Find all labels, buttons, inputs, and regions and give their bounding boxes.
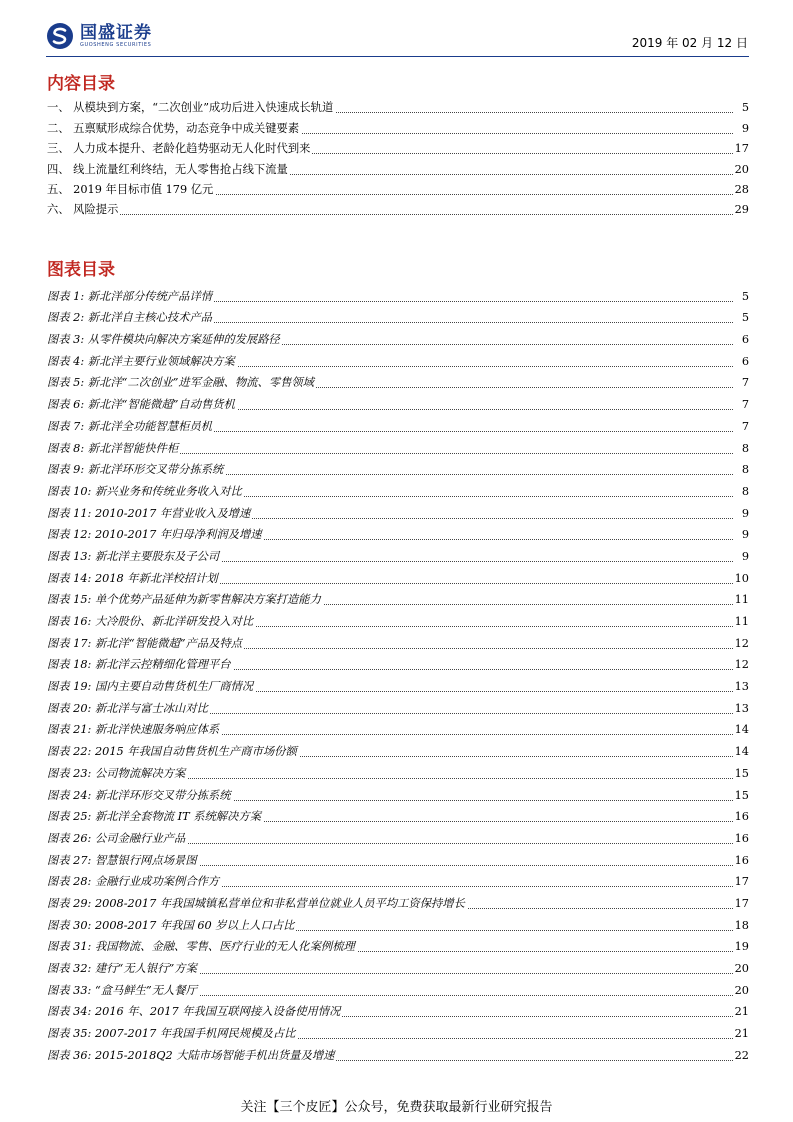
figure-entry-text: 图表 3: 从零件模块向解决方案延伸的发展路径 (47, 333, 280, 347)
figure-entry-text: 图表 23: 公司物流解决方案 (47, 766, 186, 780)
figure-entry-page: 8 (741, 441, 749, 455)
figure-entry-page: 20 (734, 962, 749, 975)
figure-entry-text: 图表 33: “盒马鲜生”无人餐厅 (47, 983, 197, 997)
toc-entry[interactable] (47, 201, 749, 221)
figure-entry-text: 图表 4: 新北洋主要行业领域解决方案 (47, 354, 235, 368)
toc-entry-text: 一、 从模块到方案，“二次创业”成功后进入快速成长轨道 (47, 101, 334, 115)
figures-list (47, 286, 749, 1067)
toc-entry-page: 29 (734, 203, 749, 217)
figure-entry-text: 图表 1: 新北洋部分传统产品详情 (47, 289, 213, 303)
figure-entry[interactable] (47, 1023, 749, 1045)
toc-entry-page: 17 (734, 142, 749, 156)
figure-entry[interactable] (47, 481, 749, 503)
figure-entry-text: 图表 7: 新北洋全功能智慧柜员机 (47, 419, 213, 433)
toc-entry[interactable] (47, 119, 749, 139)
figure-entry[interactable] (47, 676, 749, 698)
figure-entry-page: 8 (741, 484, 749, 498)
figure-entry-text: 图表 26: 公司金融行业产品 (47, 831, 186, 845)
logo-en-text: GUOSHENG SECURITIES (80, 41, 152, 48)
figure-entry[interactable] (47, 611, 749, 633)
toc-entry[interactable] (47, 99, 749, 119)
figure-entry[interactable] (47, 394, 749, 416)
figure-entry-page: 17 (734, 896, 749, 910)
figure-entry[interactable] (47, 915, 749, 937)
figure-entry-text: 图表 21: 新北洋快速服务响应体系 (47, 723, 220, 737)
figure-entry-page: 12 (734, 658, 749, 672)
figure-entry[interactable] (47, 1045, 749, 1067)
figure-entry-page: 11 (734, 593, 749, 607)
logo-icon (46, 22, 74, 50)
figure-entry[interactable] (47, 741, 749, 763)
toc-entry-text: 六、 风险提示 (47, 203, 119, 217)
toc-entry[interactable] (47, 160, 749, 180)
toc-entry-page: 28 (734, 182, 749, 196)
toc-entry[interactable] (47, 140, 749, 160)
figure-entry[interactable] (47, 568, 749, 590)
figure-entry[interactable] (47, 980, 749, 1002)
toc-entry-text: 五、 2019 年目标市值 179 亿元 (47, 182, 214, 196)
logo-cn-text: 国盛证券 (80, 22, 152, 43)
figure-entry[interactable] (47, 546, 749, 568)
company-logo (46, 22, 152, 50)
figure-entry-text: 图表 28: 金融行业成功案例合作方 (47, 875, 220, 889)
figure-entry-page: 16 (734, 853, 749, 867)
figure-entry[interactable] (47, 655, 749, 677)
figure-entry-text: 图表 31: 我国物流、金融、零售、医疗行业的无人化案例梳理 (47, 940, 355, 954)
figure-entry-text: 图表 9: 新北洋环形交叉带分拣系统 (47, 463, 224, 477)
toc-list (47, 99, 749, 221)
figure-entry[interactable] (47, 438, 749, 460)
figure-entry-page: 16 (734, 831, 749, 845)
figure-entry-text: 图表 5: 新北洋“二次创业”进军金融、物流、零售领域 (47, 376, 314, 390)
toc-entry-page: 5 (741, 101, 749, 115)
figure-entry-text: 图表 16: 大冷股份、新北洋研发投入对比 (47, 615, 254, 628)
toc-entry-text: 四、 线上流量红利终结，无人零售抢占线下流量 (47, 162, 288, 176)
figure-entry-text: 图表 30: 2008-2017 年我国 60 岁以上人口占比 (47, 918, 295, 932)
figure-entry-page: 19 (734, 940, 749, 954)
figure-entry-text: 图表 32: 建行“无人银行”方案 (47, 962, 197, 975)
figure-entry-page: 9 (741, 549, 749, 563)
figure-entry-page: 21 (734, 1005, 749, 1019)
figure-entry-text: 图表 24: 新北洋环形交叉带分拣系统 (47, 788, 231, 802)
figure-entry-text: 图表 19: 国内主要自动售货机生厂商情况 (47, 680, 254, 694)
toc-entry-text: 三、 人力成本提升、老龄化趋势驱动无人化时代到来 (47, 142, 311, 156)
figure-entry[interactable] (47, 850, 749, 872)
figure-entry-page: 9 (741, 506, 749, 520)
figure-entry-page: 15 (734, 766, 749, 780)
figure-entry-text: 图表 20: 新北洋与富士冰山对比 (47, 701, 208, 715)
figure-entry[interactable] (47, 503, 749, 525)
toc-entry[interactable] (47, 181, 749, 201)
figure-entry-text: 图表 11: 2010-2017 年营业收入及增速 (47, 506, 251, 520)
figure-entry-page: 7 (741, 398, 749, 412)
figure-entry-text: 图表 29: 2008-2017 年我国城镇私营单位和非私营单位就业人员平均工资保持增长 (47, 896, 465, 910)
figure-entry[interactable] (47, 633, 749, 655)
figure-entry-page: 20 (734, 983, 749, 997)
figure-entry[interactable] (47, 763, 749, 785)
figure-entry-text: 图表 25: 新北洋全套物流 IT 系统解决方案 (47, 810, 261, 824)
figure-entry-page: 21 (734, 1027, 749, 1041)
figure-entry-page: 11 (734, 615, 749, 628)
figure-entry[interactable] (47, 958, 749, 980)
figure-entry-page: 9 (741, 528, 749, 542)
figure-entry-page: 12 (734, 636, 749, 650)
figure-entry-text: 图表 6: 新北洋“智能微超”自动售货机 (47, 398, 235, 412)
page-header (46, 22, 748, 56)
toc-entry-page: 20 (734, 162, 749, 176)
figure-entry-text: 图表 8: 新北洋智能快件柜 (47, 441, 179, 455)
figure-entry-page: 6 (741, 333, 749, 347)
figure-entry[interactable] (47, 590, 749, 612)
figure-entry-text: 图表 13: 新北洋主要股东及子公司 (47, 549, 220, 563)
figure-entry[interactable] (47, 525, 749, 547)
figure-entry[interactable] (47, 785, 749, 807)
figure-entry-page: 13 (734, 680, 749, 694)
figure-entry[interactable] (47, 286, 749, 308)
figure-entry[interactable] (47, 807, 749, 829)
figure-entry-page: 13 (734, 701, 749, 715)
dot-leader (47, 214, 733, 215)
figure-entry[interactable] (47, 329, 749, 351)
figure-entry-text: 图表 12: 2010-2017 年归母净利润及增速 (47, 528, 262, 542)
figure-entry-text: 图表 18: 新北洋云控精细化管理平台 (47, 658, 231, 672)
figures-title: 图表目录 (47, 260, 115, 280)
figure-entry-page: 22 (734, 1048, 749, 1062)
figure-entry-page: 8 (741, 463, 749, 477)
figure-entry-text: 图表 2: 新北洋自主核心技术产品 (47, 311, 213, 325)
figure-entry-page: 7 (741, 376, 749, 390)
figure-entry-text: 图表 36: 2015-2018Q2 大陆市场智能手机出货量及增速 (47, 1048, 335, 1062)
footer-note: 关注【三个皮匠】公众号，免费获取最新行业研究报告 (240, 1100, 553, 1115)
figure-entry[interactable] (47, 1002, 749, 1024)
figure-entry-page: 17 (734, 875, 749, 889)
figure-entry-page: 16 (734, 810, 749, 824)
figure-entry-text: 图表 15: 单个优势产品延伸为新零售解决方案打造能力 (47, 593, 321, 607)
figure-entry[interactable] (47, 698, 749, 720)
figure-entry-text: 图表 17: 新北洋“智能微超”产品及特点 (47, 636, 243, 650)
figure-entry[interactable] (47, 351, 749, 373)
figure-entry-text: 图表 35: 2007-2017 年我国手机网民规模及占比 (47, 1027, 296, 1041)
figure-entry[interactable] (47, 373, 749, 395)
figure-entry-page: 15 (734, 788, 749, 802)
report-date: 2019 年 02 月 12 日 (631, 36, 748, 50)
figure-entry-text: 图表 14: 2018 年新北洋校招计划 (47, 571, 218, 585)
header-divider (46, 56, 749, 57)
toc-title: 内容目录 (47, 74, 115, 94)
figure-entry-page: 7 (741, 419, 749, 433)
figure-entry[interactable] (47, 416, 749, 438)
figure-entry[interactable] (47, 872, 749, 894)
figure-entry-text: 图表 10: 新兴业务和传统业务收入对比 (47, 484, 242, 498)
figure-entry-page: 18 (734, 918, 749, 932)
figure-entry-text: 图表 34: 2016 年、2017 年我国互联网接入设备使用情况 (47, 1005, 341, 1019)
figure-entry[interactable] (47, 460, 749, 482)
toc-entry-page: 9 (741, 121, 749, 135)
toc-entry-text: 二、 五禀赋形成综合优势，动态竞争中成关键要素 (47, 121, 300, 135)
figure-entry-page: 5 (741, 311, 749, 325)
figure-entry-text: 图表 22: 2015 年我国自动售货机生产商市场份额 (47, 745, 297, 759)
figure-entry[interactable] (47, 308, 749, 330)
figure-entry[interactable] (47, 828, 749, 850)
figure-entry[interactable] (47, 720, 749, 742)
figure-entry-page: 5 (741, 289, 749, 303)
figure-entry[interactable] (47, 937, 749, 959)
figure-entry-page: 14 (734, 723, 749, 737)
figure-entry-text: 图表 27: 智慧银行网点场景图 (47, 853, 197, 867)
figure-entry-page: 14 (734, 745, 749, 759)
figure-entry[interactable] (47, 893, 749, 915)
figure-entry-page: 6 (741, 354, 749, 368)
figure-entry-page: 10 (734, 571, 749, 585)
